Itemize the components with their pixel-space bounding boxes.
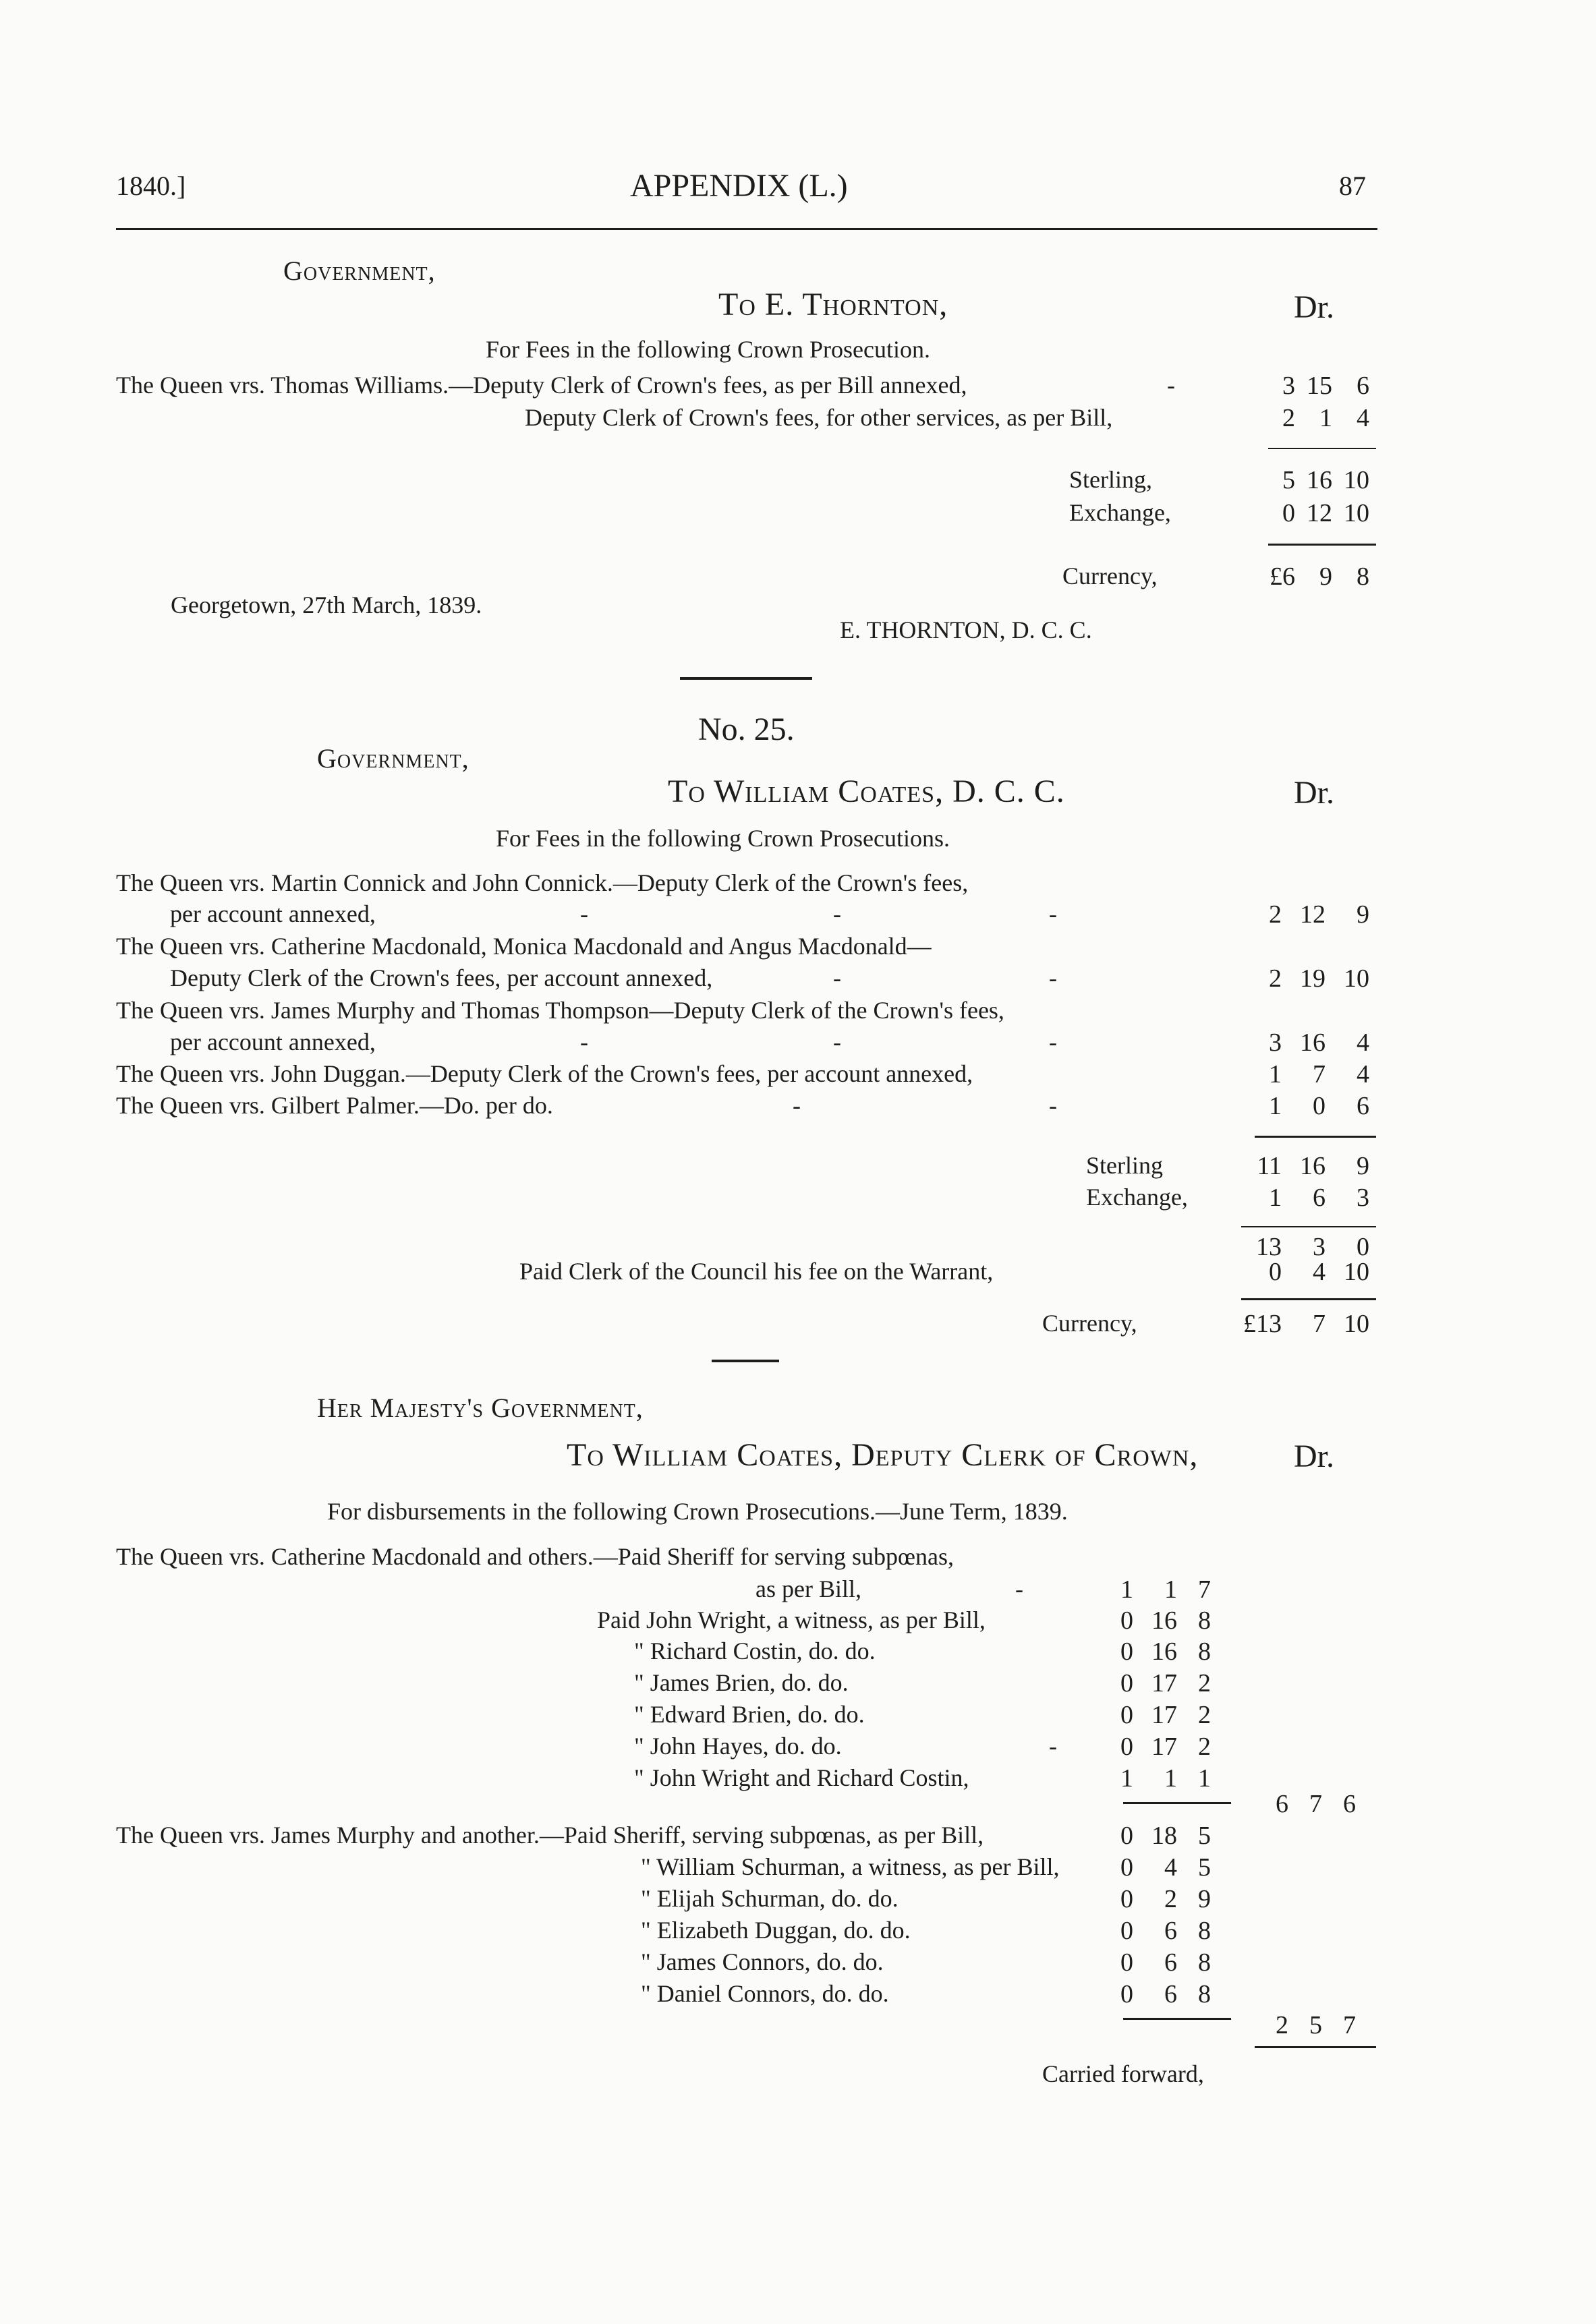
- s1-dr: Dr.: [1294, 289, 1334, 325]
- s1-exchange-label: Exchange,: [1069, 499, 1171, 526]
- s3-case1-item: " Richard Costin, do. do.: [634, 1637, 876, 1664]
- s1-subtitle: For Fees in the following Crown Prosecution.: [486, 336, 930, 363]
- dash: -: [1049, 1733, 1057, 1760]
- dash: -: [1049, 900, 1057, 927]
- amount-pence: 5: [1198, 1853, 1211, 1882]
- dash: -: [580, 1028, 588, 1055]
- amount-shillings: 7: [1309, 1790, 1322, 1818]
- s3-case2-item: " Elijah Schurman, do. do.: [641, 1885, 899, 1912]
- sum-rule: [1255, 1136, 1376, 1138]
- amount-pence: 10: [1344, 499, 1369, 527]
- dash: -: [833, 964, 841, 991]
- amount-pence: 4: [1357, 1060, 1369, 1088]
- amount-pounds: 0: [1120, 1733, 1133, 1761]
- dash: -: [1015, 1575, 1023, 1602]
- amount-pence: 9: [1198, 1885, 1211, 1913]
- amount-pence: 8: [1357, 562, 1369, 591]
- amount-shillings: 17: [1151, 1733, 1177, 1761]
- amount-pence: 6: [1357, 372, 1369, 400]
- s3-dr: Dr.: [1294, 1439, 1334, 1474]
- sum-rule: [1123, 1802, 1231, 1804]
- amount-pence: 2: [1198, 1733, 1211, 1761]
- amount-pounds: 0: [1120, 1822, 1133, 1850]
- amount-pence: 9: [1357, 1152, 1369, 1180]
- amount-shillings: 16: [1300, 1028, 1326, 1057]
- carried-forward: Carried forward,: [1042, 2060, 1204, 2087]
- dash: -: [833, 1028, 841, 1055]
- amount-shillings: 18: [1151, 1822, 1177, 1850]
- amount-pounds: 0: [1120, 1637, 1133, 1666]
- amount-shillings: 1: [1164, 1575, 1177, 1604]
- s2-exchange-label: Exchange,: [1086, 1184, 1188, 1211]
- s3-payer: Her Majesty's Government,: [317, 1393, 644, 1423]
- amount-shillings: 2: [1164, 1885, 1177, 1913]
- s3-subtitle: For disbursements in the following Crown Prosecutions.—June Term, 1839.: [327, 1498, 1068, 1525]
- amount-shillings: 6: [1313, 1184, 1326, 1212]
- amount-pence: 4: [1357, 404, 1369, 432]
- s2-warrant-label: Paid Clerk of the Council his fee on the Warrant,: [519, 1258, 994, 1285]
- amount-pence: 2: [1198, 1701, 1211, 1729]
- amount-shillings: 12: [1307, 499, 1332, 527]
- amount-pence: 10: [1344, 964, 1369, 993]
- amount-pounds: 6: [1276, 1790, 1288, 1818]
- amount-pence: 10: [1344, 466, 1369, 494]
- amount-pounds: 1: [1269, 1060, 1282, 1088]
- s3-case1-item: as per Bill,: [756, 1575, 861, 1602]
- dash: -: [1049, 1028, 1057, 1055]
- sum-rule: [1241, 1226, 1376, 1227]
- s1-payer: Government,: [283, 256, 436, 286]
- s3-case1-item: Paid John Wright, a witness, as per Bill,: [597, 1606, 986, 1633]
- amount-pence: 8: [1198, 1917, 1211, 1945]
- amount-shillings: 0: [1313, 1092, 1326, 1120]
- amount-pence: 6: [1343, 1790, 1356, 1818]
- amount-pounds: 0: [1120, 1917, 1133, 1945]
- amount-pounds: 0: [1120, 1669, 1133, 1697]
- sum-rule: [1255, 2046, 1376, 2048]
- amount-pounds: 0: [1269, 1258, 1282, 1286]
- page-title: APPENDIX (L.): [630, 168, 848, 204]
- s1-sterling-label: Sterling,: [1069, 466, 1152, 493]
- s3-case1-item: " John Hayes, do. do.: [634, 1733, 842, 1760]
- amount-pounds: 0: [1120, 1701, 1133, 1729]
- s2-line: The Queen vrs. John Duggan.—Deputy Clerk of the Crown's fees, per account annexed,: [116, 1060, 973, 1087]
- s3-case2-item: " William Schurman, a witness, as per Bill,: [641, 1853, 1060, 1880]
- dash: -: [833, 900, 841, 927]
- s3-case1-item: " James Brien, do. do.: [634, 1669, 849, 1696]
- page-number: 87: [1339, 171, 1366, 201]
- amount-pence: 8: [1198, 1980, 1211, 2008]
- amount-shillings: 16: [1151, 1606, 1177, 1635]
- amount-shillings: 15: [1307, 372, 1332, 400]
- s3-case2-item: " Elizabeth Duggan, do. do.: [641, 1917, 911, 1944]
- amount-shillings: 19: [1300, 964, 1326, 993]
- s2-line: Deputy Clerk of the Crown's fees, per account annexed,: [170, 964, 713, 991]
- s3-case1-item: " Edward Brien, do. do.: [634, 1701, 865, 1728]
- s2-line: per account annexed,: [170, 1028, 376, 1055]
- amount-pounds: 2: [1269, 964, 1282, 993]
- amount-pence: 8: [1198, 1606, 1211, 1635]
- amount-pence: 10: [1344, 1310, 1369, 1338]
- amount-pounds: 2: [1269, 900, 1282, 929]
- amount-pence: 5: [1198, 1822, 1211, 1850]
- amount-pounds: 11: [1257, 1152, 1282, 1180]
- s2-sterling-label: Sterling: [1086, 1152, 1163, 1179]
- amount-pence: 9: [1357, 900, 1369, 929]
- s2-line: The Queen vrs. Catherine Macdonald, Monica Macdonald and Angus Macdonald—: [116, 933, 932, 960]
- amount-pounds: 1: [1269, 1092, 1282, 1120]
- amount-shillings: 4: [1164, 1853, 1177, 1882]
- s1-entry-2: Deputy Clerk of Crown's fees, for other services, as per Bill,: [525, 404, 1113, 431]
- amount-pounds: £13: [1243, 1310, 1282, 1338]
- amount-pence: 0: [1357, 1233, 1369, 1261]
- amount-pence: 8: [1198, 1637, 1211, 1666]
- amount-shillings: 12: [1300, 900, 1326, 929]
- header-year: 1840.]: [116, 171, 186, 201]
- s1-signature: E. THORNTON, D. C. C.: [840, 616, 1092, 643]
- amount-pence: 1: [1198, 1764, 1211, 1793]
- amount-pounds: 0: [1120, 1980, 1133, 2008]
- amount-shillings: 6: [1164, 1948, 1177, 1977]
- sum-rule: [1268, 448, 1376, 449]
- amount-shillings: 5: [1309, 2011, 1322, 2039]
- s3-payee: To William Coates, Deputy Clerk of Crown,: [567, 1437, 1199, 1473]
- amount-pence: 4: [1357, 1028, 1369, 1057]
- s3-case2-heading: The Queen vrs. James Murphy and another.—Paid Sheriff, serving subpœnas, as per Bill,: [116, 1822, 984, 1849]
- amount-shillings: 1: [1164, 1764, 1177, 1793]
- amount-shillings: 7: [1313, 1060, 1326, 1088]
- amount-shillings: 1: [1319, 404, 1332, 432]
- s2-dr: Dr.: [1294, 775, 1334, 811]
- amount-shillings: 6: [1164, 1980, 1177, 2008]
- s2-line: The Queen vrs. Gilbert Palmer.—Do. per do.: [116, 1092, 553, 1119]
- sum-rule: [1241, 1298, 1376, 1300]
- amount-shillings: 17: [1151, 1669, 1177, 1697]
- dash: -: [1167, 372, 1175, 399]
- s2-payee: To William Coates, D. C. C.: [668, 774, 1065, 809]
- amount-pounds: 1: [1120, 1764, 1133, 1793]
- s1-currency-label: Currency,: [1062, 562, 1158, 589]
- s3-case1-item: " John Wright and Richard Costin,: [634, 1764, 969, 1791]
- dash: -: [580, 900, 588, 927]
- amount-pence: 2: [1198, 1669, 1211, 1697]
- s3-case2-item: " James Connors, do. do.: [641, 1948, 884, 1975]
- s1-place-date: Georgetown, 27th March, 1839.: [171, 591, 482, 618]
- amount-shillings: 4: [1313, 1258, 1326, 1286]
- s3-case1-heading: The Queen vrs. Catherine Macdonald and others.—Paid Sheriff for serving subpœnas,: [116, 1543, 954, 1570]
- amount-pounds: 13: [1256, 1233, 1282, 1261]
- amount-pence: 10: [1344, 1258, 1369, 1286]
- sum-rule: [1268, 544, 1376, 546]
- amount-pounds: 0: [1120, 1885, 1133, 1913]
- s2-line: The Queen vrs. James Murphy and Thomas Thompson—Deputy Clerk of the Crown's fees,: [116, 997, 1004, 1024]
- header-rule: [116, 228, 1377, 230]
- dash: -: [1049, 964, 1057, 991]
- amount-shillings: 16: [1307, 466, 1332, 494]
- section-divider: [680, 677, 812, 680]
- amount-pounds: 0: [1120, 1948, 1133, 1977]
- amount-shillings: 3: [1313, 1233, 1326, 1261]
- amount-pounds: 1: [1269, 1184, 1282, 1212]
- amount-pence: 6: [1357, 1092, 1369, 1120]
- s1-entry-1: The Queen vrs. Thomas Williams.—Deputy Clerk of Crown's fees, as per Bill annexed,: [116, 372, 967, 399]
- amount-pounds: 1: [1120, 1575, 1133, 1604]
- sum-rule: [1123, 2018, 1231, 2020]
- s2-number: No. 25.: [698, 711, 795, 747]
- s2-line: The Queen vrs. Martin Connick and John Connick.—Deputy Clerk of the Crown's fees,: [116, 869, 969, 896]
- amount-pounds: 5: [1282, 466, 1295, 494]
- s2-line: per account annexed,: [170, 900, 376, 927]
- s2-subtitle: For Fees in the following Crown Prosecutions.: [496, 825, 950, 852]
- section-divider: [712, 1360, 779, 1362]
- amount-pounds: 2: [1276, 2011, 1288, 2039]
- amount-pounds: 0: [1120, 1606, 1133, 1635]
- amount-pounds: 0: [1282, 499, 1295, 527]
- amount-shillings: 6: [1164, 1917, 1177, 1945]
- amount-shillings: 17: [1151, 1701, 1177, 1729]
- amount-pounds: £6: [1270, 562, 1295, 591]
- amount-pence: 7: [1198, 1575, 1211, 1604]
- amount-pounds: 0: [1120, 1853, 1133, 1882]
- dash: -: [1049, 1092, 1057, 1119]
- amount-pounds: 3: [1269, 1028, 1282, 1057]
- amount-shillings: 7: [1313, 1310, 1326, 1338]
- amount-shillings: 9: [1319, 562, 1332, 591]
- amount-pounds: 3: [1282, 372, 1295, 400]
- amount-shillings: 16: [1300, 1152, 1326, 1180]
- amount-pence: 8: [1198, 1948, 1211, 1977]
- amount-pence: 7: [1343, 2011, 1356, 2039]
- s2-payer: Government,: [317, 743, 469, 774]
- amount-pounds: 2: [1282, 404, 1295, 432]
- dash: -: [793, 1092, 801, 1119]
- amount-shillings: 16: [1151, 1637, 1177, 1666]
- s2-currency-label: Currency,: [1042, 1310, 1137, 1337]
- s3-case2-item: " Daniel Connors, do. do.: [641, 1980, 889, 2007]
- amount-pence: 3: [1357, 1184, 1369, 1212]
- s1-payee: To E. Thornton,: [718, 287, 948, 322]
